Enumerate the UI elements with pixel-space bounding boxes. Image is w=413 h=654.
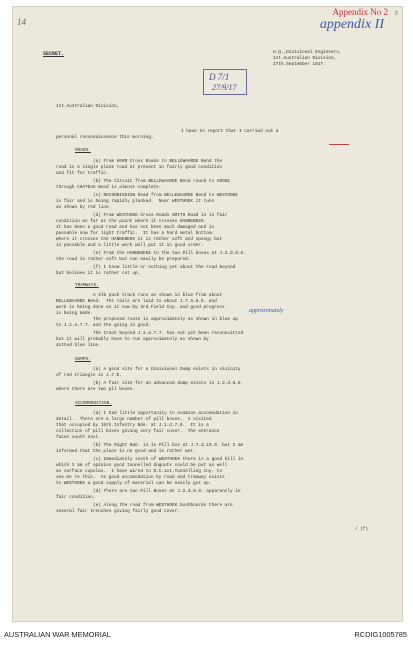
dumps-line: of red triangle in J.7.b. [56,373,122,378]
accommodation-line: collection of pill boxes giving very fair cover. The entrance [56,429,220,434]
roads-line: (b) The Circuit from BELLEWAARDE Bend round to HOOGE [93,179,231,184]
roads-line: as shown by red line. [56,205,112,210]
handwritten-approximately: approximately [249,308,284,314]
appendix-label: Appendix No 2 [332,7,388,17]
roads-line: is passable and a little work will put it in good order. [56,243,204,248]
tramways-line: The proposed route is approximately as shown in blue up [93,317,238,322]
stamp-reference: D 7/1 [209,72,230,82]
intro-line-1: I have to report that I carried out a [181,129,279,134]
roads-line: through CHATEAU Wood is almost complete. [56,185,162,190]
tramways-line: dotted blue line. [56,343,101,348]
accommodation-line: see me re this. As good accomodation by road and tramway exists [56,475,225,480]
tramways-line: BELLEWAARDE Bend. The rails are laid to about J.7.a.8.8. and [56,299,217,304]
roads-line: is fair and is being rapidly planked. Near WESTHOEK it runs [56,199,215,204]
roads-line: the road is rather soft but can easily be prepared. [56,257,191,262]
footer-record-id: RCDIG1005785 [354,630,407,639]
accommodation-line: (b) The Right Bde. is in Pill box at J.7.d.10.9. but I am [93,443,244,448]
roads-line: road is a single plank road at present in fairly good condition [56,165,222,170]
accommodation-line: (e) Along the road from WESTHOEK boshboards there are [93,503,233,508]
roads-heading: ROADS. [75,148,91,153]
tramways-line: but it will probably have to run approximately as shown by [56,337,209,342]
continuation-mark: / (f) [355,527,369,532]
dumps-line: (b) A fair site for an advanced dump exists in J.2.d.8.8. [93,381,244,386]
tramways-line: to J.2.a.7.7. and the going is good. [56,323,151,328]
accommodation-line: faces south east. [56,435,101,440]
roads-line: but believe it is rather cut up. [56,271,141,276]
roads-line: Where it crosses the HANNEBEEK it is rather soft and spongy but [56,237,222,242]
accommodation-line: detail. There are a large number of pill boxes. I visited [56,417,212,422]
accommodation-line: that occupied by 15th.Infantry Bde. at J.1.d.7.8. It is a [56,423,209,428]
from-line-2: 1st.Australian Division, [273,56,337,61]
from-line-3: 27th.September 1917. [273,62,326,67]
from-line-1: H.Q.,Divisional Engineers, [273,50,342,55]
accommodation-line: informed that the place is no good and is rather wet. [56,449,196,454]
roads-line: and fit for traffic. [56,171,109,176]
corner-mark: 8 [394,11,398,17]
roads-line: It has been a good road and has not been much damaged and is [56,225,215,230]
tramways-line: A 9lb push track runs as shown in blue from about [93,293,223,298]
footer-archive-name: AUSTRALIAN WAR MEMORIAL [4,630,111,639]
secret-heading: SECRET. [43,51,65,57]
roads-line: (d) From WESTHOEK Cross Roads SMITH Road is in fair [93,213,228,218]
registry-stamp [203,69,247,95]
roads-line: (a) From HERR Cross Roads to BELLEWAARDE Bend the [93,159,223,164]
document-sheet [12,6,403,622]
dumps-line: (a) A good site for a Divisional Dump exists in vicinity [93,367,241,372]
accommodation-line: to WESTHOEK a good supply of material can be easily got up. [56,481,212,486]
roads-line: (c) RECONNISSION Road from BELLEWAARDE Bend to WESTHOEK [93,193,238,198]
tramways-line: work is being done on it now by 3rd.Field Coy. and good progress [56,305,225,310]
intro-line-2: personal reconnaissance this morning. [56,135,154,140]
accommodation-line: fair condition. [56,495,96,500]
accommodation-line: (c) Immediately south of WESTHOEK there is a good hill in [93,457,244,462]
roads-line: (e) From the HANNEBEEK to the two Pill boxes at J.2.d.8.8. [93,251,246,256]
tramways-line: The track beyond J.2.a.7.7. has not yet been reconnoitred [93,331,244,336]
addressee: 1st.Australian Division, [56,104,120,109]
red-line-mark [329,144,349,145]
accommodation-line: (a) I had little opportunity to examine accomodation in [93,411,238,416]
accommodation-line: (d) There are two Pill Boxes at J.2.d.8.8. apparently in [93,489,241,494]
accommodation-heading: ACCOMMODATION. [75,401,112,406]
pencil-number: 14 [17,17,26,27]
appendix-handwritten: appendix II [319,17,384,32]
tramways-line: is being made. [56,311,93,316]
dumps-line: where there are two pil boxes. [56,387,136,392]
accommodation-line: as surface cupolas. I have wired to O.C.1st.Tunnelling Coy. to [56,469,222,474]
tramways-heading: TRAMWAYS. [75,283,99,288]
roads-line: condition as far as the point where it crosses HANNEBEEK. [56,219,207,224]
dumps-heading: DUMPS. [75,357,91,362]
accommodation-line: which I am of opinion good tunnelled dugouts could be put as well [56,463,228,468]
accommodation-line: several fair trenches giving fairly good cover. [56,509,180,514]
roads-line: passable now for light traffic. It has a hard metal bottom. [56,231,215,236]
roads-line: (f) I know little or nothing yet about the road beyond [93,265,236,270]
stamp-date: 27/9/17 [212,83,237,92]
